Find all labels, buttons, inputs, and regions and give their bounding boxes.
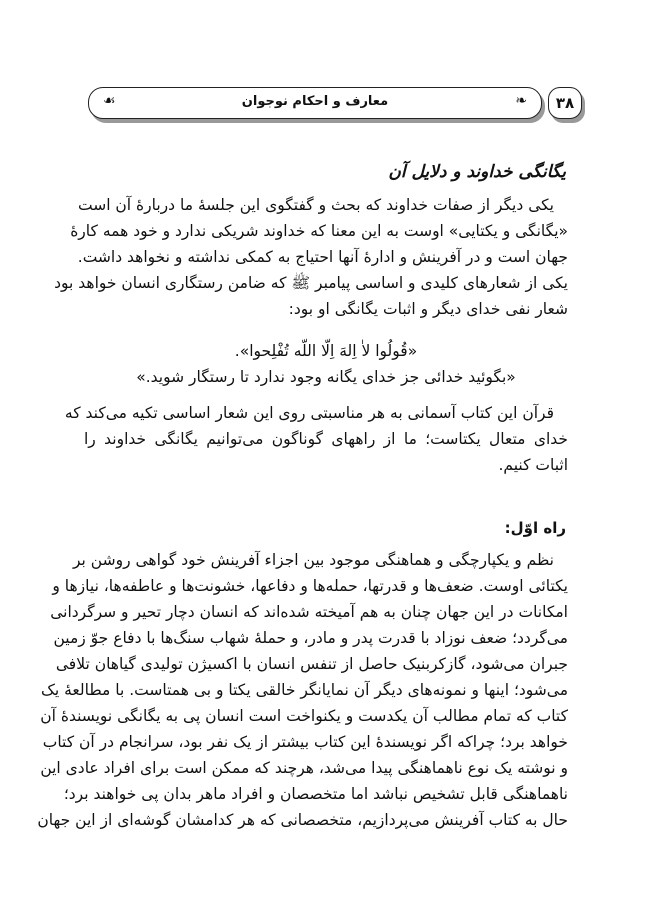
text-line: یکتائی اوست. ضعف‌ها و قدرتها، حمله‌ها و دفاعها، خشونت‌ها و عاطفه‌ها، نیازها و	[52, 577, 568, 595]
book-title: معارف و احکام نوجوان	[241, 94, 389, 109]
text-line: خدای متعال یکتاست؛ ما از راههای گوناگون می‌توانیم یگانگی خداوند را	[84, 430, 568, 448]
text-line: یکی دیگر از صفات خداوند که بحث و گفتگوی این جلسهٔ ما دربارهٔ آن است	[77, 196, 554, 214]
ornament-right-icon: ❧	[515, 93, 527, 109]
text-line: جهان است و در آفرینش و ادارهٔ آنها احتیاج به کمکی نداشته و نخواهد داشت.	[77, 248, 568, 266]
text-line: امکانات در این جهان چنان به هم آمیخته شده‌اند که انسان دچار تحیر و سرگردانی	[50, 603, 568, 621]
text-line: اثبات کنیم.	[498, 456, 568, 474]
text-line: و نوشته یک نوع ناهماهنگی پیدا می‌شد، هرچند که ممکن است برای افراد عادی این	[40, 759, 568, 777]
text-line: یکی از شعارهای کلیدی و اساسی پیامبر ﷺ که ضامن رستگاری انسان خواهد بود	[54, 274, 568, 292]
ornament-left-icon: ☙	[103, 93, 116, 109]
text-line: حال به کتاب آفرینش می‌پردازیم، متخصصانی که هر کدامشان گوشه‌ای از این جهان	[37, 811, 568, 829]
text-line: شعار نفی خدای دیگر و اثبات یگانگی او بود:	[288, 300, 568, 318]
text-line: جبران می‌شود، گازکربنیک حاصل از تنفس انسان با اکسیژن تولیدی گیاهان تلافی	[55, 655, 568, 673]
running-header	[88, 87, 542, 119]
text-line: نظم و یکپارچگی و هماهنگی موجود بین اجزاء آفرینش خود گواهی روشن بر	[73, 551, 554, 569]
text-line: ناهماهنگی قابل تشخیص نباشد اما متخصصان و افراد ماهر بدان پی خواهند برد؛	[63, 785, 568, 803]
text-line: کتاب که تمام مطالب آن یکدست و یکنواخت است انسان پی به یگانگی نویسندهٔ آن	[40, 707, 568, 725]
text-line: «یگانگی و یکتایی» اوست به این معنا که خداوند شریکی ندارد و خود همه کارهٔ	[70, 222, 568, 240]
text-line: می‌شود؛ اینها و نمونه‌های دیگر آن نمایانگر خالقی یکتا و بی همتاست. با مطالعهٔ یک	[40, 681, 568, 699]
arabic-quote: «قُولُوا لاٰ اِلهَ اِلّا اللّه تُفْلِحوا».	[234, 342, 418, 360]
persian-quote: «بگوئید خدائی جز خدای یگانه وجود ندارد تا رستگار شوید.»	[136, 368, 516, 386]
section-title: یگانگی خداوند و دلایل آن	[388, 162, 566, 182]
text-line: می‌گردد؛ ضعف نوزاد با قدرت پدر و مادر، و حملهٔ شهاب سنگ‌ها با دفاع جوّ زمین	[53, 629, 568, 647]
text-line: خواهد برد؛ چراکه اگر نویسندهٔ این کتاب بیشتر از یک نفر بود، سرانجام در آن کتاب	[42, 733, 568, 751]
text-line: قرآن این کتاب آسمانی به هر مناسبتی روی این شعار اساسی تکیه می‌کند که	[64, 404, 554, 422]
page-number: ۳۸	[548, 87, 582, 119]
subheading: راه اوّل:	[504, 519, 566, 537]
